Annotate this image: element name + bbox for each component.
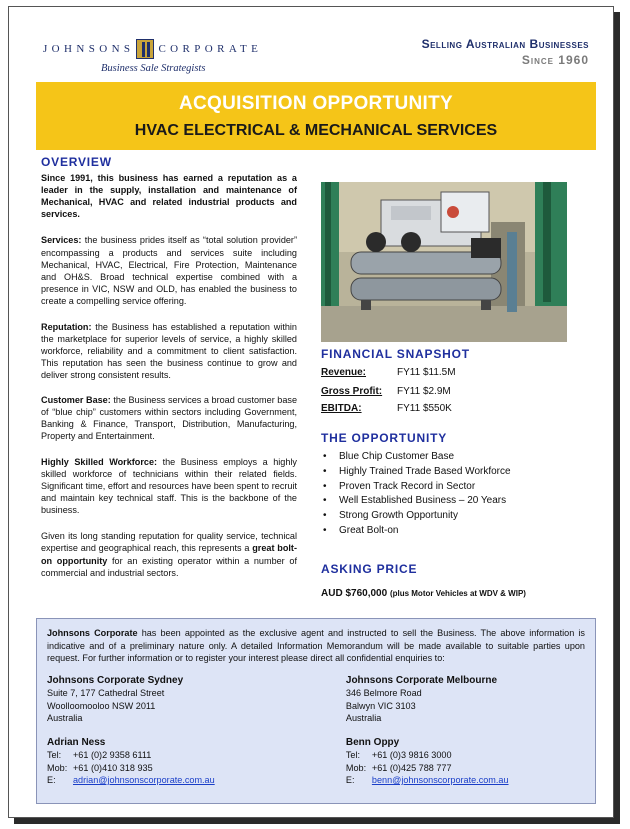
asking-price-heading: ASKING PRICE [321,561,418,576]
closing-post: for an existing operator within a number of commercial and industrial sectors. [41,555,297,578]
header-slogan [422,37,589,67]
asking-price [321,588,601,599]
contact-block [47,737,346,787]
list-item: • Well Established Business – 20 Years [321,495,601,506]
financial-row [321,403,601,414]
office-address: Suite 7, 177 Cathedral Street [47,688,165,698]
financial-label: Revenue: [321,367,367,378]
workforce-text: the Business employs a highly skilled workforce of technicians within their related fields. Significant time, effort and resources have been spent to recruit and maintain key technical staff. This is the backbone of the business. [41,456,297,516]
list-item: • Proven Track Record in Sector [321,481,601,492]
contact-name: Adrian Ness [47,736,106,748]
office-address: Australia [345,713,382,723]
company-logo [43,39,283,79]
services-label: Services: [41,235,82,246]
email-link[interactable]: benn@johnsonscorporate.com.au [371,775,509,785]
tel-label: Tel: [47,750,62,760]
financial-row [321,386,601,397]
office-address: Woolloomooloo NSW 2011 [47,700,156,711]
financial-value: FY11 $11.5M [397,367,456,378]
workforce-label: Highly Skilled Workforce: [41,456,158,467]
reputation-paragraph [41,321,297,381]
workforce-paragraph [41,456,297,516]
customer-text: the Business services a broad customer base of “blue chip” customers within sectors including Government, Banking & Finance, Transport, Distribution, Manufacturing, Property and Entertainment. [41,394,297,441]
customer-label: Customer Base: [41,394,111,405]
list-item: • Highly Trained Trade Based Workforce [321,466,601,477]
slogan-line1: Selling Australian Businesses [421,37,589,51]
overview-section [41,156,297,579]
logo-text-right: CORPORATE [158,43,263,55]
asking-price-value: AUD $760,000 [321,587,388,599]
logo-text-left: JOHNSONS [43,43,135,55]
list-item: • Great Bolt-on [321,525,601,536]
tel-value: +61 (0)3 9816 3000 [371,750,452,760]
financial-value: FY11 $550K [397,403,452,414]
email-link[interactable]: adrian@johnsonscorporate.com.au [73,775,215,785]
asking-price-note: (plus Motor Vehicles at WDV & WIP) [389,588,526,598]
mob-value: +61 (0)410 318 935 [73,762,153,773]
closing-pre: Given its long standing reputation for quality service, technical expertise and geographical reach, this represents a [41,531,297,554]
tel-label: Tel: [345,750,361,760]
mob-value: +61 (0)425 788 777 [371,762,452,773]
disclaimer-text: has been appointed as the exclusive agent and instructed to sell the Business. The above information is indicative and of a preliminary nature only. A detailed Information Memorandum will be made available to suitable parties upon request. For further information or to register your interest please direct all confidential enquiries to: [47,628,585,663]
reputation-label: Reputation: [41,322,92,333]
financial-label: Gross Profit: [321,386,383,397]
banner-title: ACQUISITION OPPORTUNITY [179,93,453,114]
opportunity-list [321,451,601,536]
financial-row [321,367,601,378]
overview-heading: OVERVIEW [41,155,112,169]
list-item: • Blue Chip Customer Base [321,451,601,462]
closing-paragraph [41,530,297,578]
overview-intro: Since 1991, this business has earned a reputation as a leader in the supply, installation and maintenance of Mechanical, HVAC and related industrial products and services. [41,173,297,220]
list-item: • Strong Growth Opportunity [321,510,601,521]
title-banner [36,82,596,150]
services-text: the business prides itself as “total solution provider” encompassing a products and services suite including Mechanical, HVAC, Electrical, Fire Protection, Maintenance and OH&S. Broad technical expertise combined with a presence in VIC, NSW and OLD, has enabled the business to create a compelling service offering. [41,235,297,306]
office-address: Australia [47,713,83,723]
office-address: 346 Belmore Road [345,688,422,698]
email-label: E: [47,775,56,785]
closing-bold: great bolt-on opportunity [41,543,297,566]
tel-value: +61 (0)2 9358 6111 [73,750,152,760]
services-paragraph [41,234,297,307]
offices [47,675,585,787]
reputation-text: the Business has established a reputation within the marketplace for superior levels of service, a highly skilled workforce, reliability and a commitment to client satisfaction. This reputation has seen the business continue to grow and deliver strong consistent results. [41,322,297,381]
email-label: E: [345,775,355,785]
financial-value: FY11 $2.9M [397,386,451,397]
document-page [8,6,614,818]
office-melbourne [346,675,585,787]
contact-name: Benn Oppy [345,736,400,748]
financial-heading: FINANCIAL SNAPSHOT [321,347,470,361]
mob-label: Mob: [47,762,68,773]
office-name: Johnsons Corporate Sydney [47,674,184,686]
mob-label: Mob: [345,762,367,773]
logo-tagline: Business Sale Strategists [101,63,206,74]
disclaimer [47,627,585,665]
right-column [321,347,601,599]
contact-block [346,737,585,787]
opportunity-heading: THE OPPORTUNITY [321,431,448,445]
banner-subtitle: HVAC ELECTRICAL & MECHANICAL SERVICES [134,122,498,139]
office-address: Balwyn VIC 3103 [345,700,416,711]
contact-footer [36,618,596,804]
agent-name: Johnsons Corporate [47,628,138,638]
slogan-line2: Since 1960 [521,53,589,67]
financial-label: EBITDA: [321,403,362,414]
office-name: Johnsons Corporate Melbourne [345,674,498,686]
hvac-equipment-photo [321,182,567,342]
customer-paragraph [41,394,297,442]
logo-mark-icon [136,39,154,59]
office-sydney [47,675,346,787]
